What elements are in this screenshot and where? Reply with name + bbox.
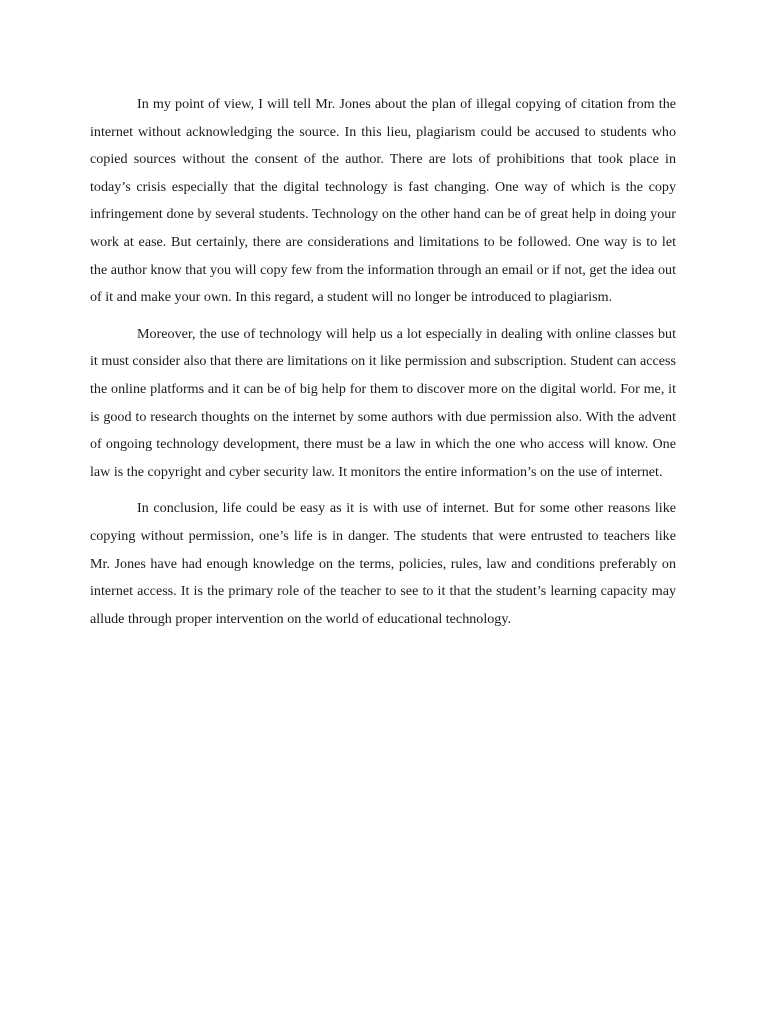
- paragraph-3: In conclusion, life could be easy as it is with use of internet. But for some other reasons like copying without permission, one’s life is in danger. The students that were entrusted to teachers like Mr. Jones have had enough knowledge on the terms, policies, rules, law and conditions preferably on internet access. It is the primary role of the teacher to see to it that the student’s learning capacity may allude through proper intervention on the world of educational technology.: [90, 500, 676, 627]
- document-body: [90, 91, 676, 642]
- paragraph-1: In my point of view, I will tell Mr. Jones about the plan of illegal copying of citation from the internet without acknowledging the source. In this lieu, plagiarism could be accused to students who copied sources without the consent of the author. There are lots of prohibitions that took place in today’s crisis especially that the digital technology is fast changing. One way of which is the copy infringement done by several students. Technology on the other hand can be of great help in doing your work at ease. But certainly, there are considerations and limitations to be followed. One way is to let the author know that you will copy few from the information through an email or if not, get the idea out of it and make your own. In this regard, a student will no longer be introduced to plagiarism.: [90, 96, 676, 306]
- paragraph-2: Moreover, the use of technology will help us a lot especially in dealing with online classes but it must consider also that there are limitations on it like permission and subscription. Student can access the online platforms and it can be of big help for them to discover more on the digital world. For me, it is good to research thoughts on the internet by some authors with due permission also. With the advent of ongoing technology development, there must be a law in which the one who access will know. One law is the copyright and cyber security law. It monitors the entire information’s on the use of internet.: [90, 325, 676, 480]
